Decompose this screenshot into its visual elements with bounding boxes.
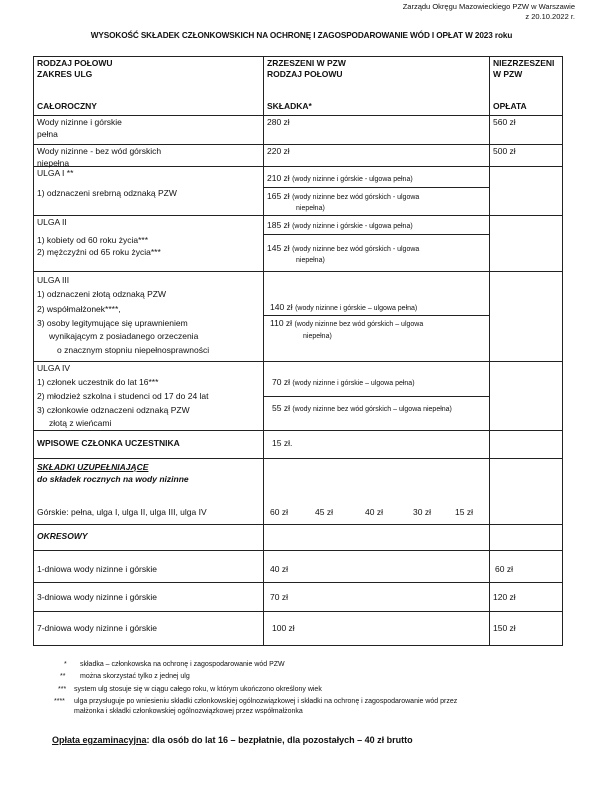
col1-header: RODZAJ POŁOWU <box>37 58 113 68</box>
ulga3-item3-cont2: o znacznym stopniu niepełnosprawności <box>57 345 210 355</box>
uzupelniajace-title: SKŁADKI UZUPEŁNIAJĄCE <box>37 462 149 472</box>
row-gorskie-sublabel: pełna <box>37 129 58 139</box>
ulga4-item3: 3) członkowie odznaczeni odznaką PZW <box>37 405 190 415</box>
date-text: z 20.10.2022 r. <box>525 12 575 21</box>
ulga3-full-fee: 140 zł (wody nizinne i górskie – ulgowa pełna) <box>270 302 418 312</box>
col3-header: NIEZRZESZENI <box>493 58 555 68</box>
okresowy-label: OKRESOWY <box>37 531 88 541</box>
issuer-text: Zarządu Okręgu Mazowieckiego PZW w Warszawie <box>402 2 575 11</box>
gorskie-uzup-fee-1: 60 zł <box>270 507 288 517</box>
exam-fee-text: : dla osób do lat 16 – bezpłatnie, dla pozostałych – 40 zł brutto <box>146 735 413 745</box>
footnote-2: można skorzystać tylko z jednej ulg <box>80 673 190 680</box>
gorskie-uzup-fee-2: 45 zł <box>315 507 333 517</box>
ulga3-item1: 1) odznaczeni złotą odznaką PZW <box>37 289 166 299</box>
footnote-4-mark: **** <box>54 698 65 705</box>
d1-label: 1-dniowa wody nizinne i górskie <box>37 564 158 574</box>
ulga2-item1: 1) kobiety od 60 roku życia*** <box>37 235 149 245</box>
ulga1-title: ULGA I ** <box>37 168 74 178</box>
ulga4-item1: 1) członek uczestnik do lat 16*** <box>37 377 159 387</box>
col3-subheader: W PZW <box>493 69 523 79</box>
gorskie-uzup-label: Górskie: pełna, ulga I, ulga II, ulga III, ulga IV <box>37 507 207 517</box>
d7-label: 7-dniowa wody nizinne i górskie <box>37 623 158 633</box>
col2-subheader: RODZAJ POŁOWU <box>267 69 343 79</box>
uzupelniajace-subtitle: do składek rocznych na wody nizinne <box>37 474 189 484</box>
gorskie-uzup-fee-3: 40 zł <box>365 507 383 517</box>
row-nizinne-label: Wody nizinne - bez wód górskich <box>37 146 162 156</box>
ulga4-partial-fee: 55 zł (wody nizinne bez wód górskich – ulgowa niepełna) <box>272 403 452 413</box>
ulga4-title: ULGA IV <box>37 363 71 373</box>
gorskie-uzup-fee-4: 30 zł <box>413 507 431 517</box>
page-title: WYSOKOŚĆ SKŁADEK CZŁONKOWSKICH NA OCHRONĘ I ZAGOSPODAROWANIE WÓD I OPŁAT W 2023 roku <box>90 31 513 40</box>
skladka-label: SKŁADKA* <box>267 101 312 111</box>
ulga4-item3-cont: złotą z wieńcami <box>49 418 112 428</box>
gorskie-uzup-fee-5: 15 zł <box>455 507 473 517</box>
footnote-3: system ulg stosuje się w ciągu całego roku, w którym ukończono określony wiek <box>74 686 322 693</box>
footnote-4: ulga przysługuje po wniesieniu składki członkowskiej ogólnozwiązkowej i składki na ochronę i zagospodarowanie wód przez <box>74 698 458 705</box>
d1-oplata: 60 zł <box>495 564 513 574</box>
footnote-3-mark: *** <box>58 686 67 693</box>
d1-fee: 40 zł <box>270 564 288 574</box>
ulga4-full-fee: 70 zł (wody nizinne i górskie – ulgowa pełna) <box>272 377 415 387</box>
row-nizinne-oplata: 500 zł <box>493 146 516 156</box>
caloroczny-label: CAŁOROCZNY <box>37 101 97 111</box>
ulga2-item2: 2) mężczyźni od 65 roku życia*** <box>37 247 161 257</box>
ulga2-partial-note: niepełna) <box>296 257 325 264</box>
exam-fee-label: Opłata egzaminacyjna <box>52 735 147 745</box>
row-nizinne-sublabel: niepełna <box>37 158 70 168</box>
row-gorskie-oplata: 560 zł <box>493 117 516 127</box>
d7-oplata: 150 zł <box>493 623 516 633</box>
footnote-1-mark: * <box>64 661 67 668</box>
ulga3-partial-fee: 110 zł (wody nizinne bez wód górskich – ulgowa <box>270 318 424 328</box>
row-gorskie-fee: 280 zł <box>267 117 290 127</box>
ulga1-full-fee: 210 zł (wody nizinne i górskie - ulgowa pełna) <box>267 173 413 183</box>
footnote-1: składka – członkowska na ochronę i zagospodarowanie wód PZW <box>80 661 285 668</box>
oplata-label: OPŁATA <box>493 101 527 111</box>
footnote-2-mark: ** <box>60 673 66 680</box>
row-gorskie-label: Wody nizinne i górskie <box>37 117 122 127</box>
d3-fee: 70 zł <box>270 592 288 602</box>
footnote-4-cont: małżonka i składki członkowskiej ogólnozwiązkowej przez współmałżonka <box>74 708 303 715</box>
d3-label: 3-dniowa wody nizinne i górskie <box>37 592 158 602</box>
ulga1-partial-fee: 165 zł (wody nizinne bez wód górskich - ulgowa <box>267 191 420 201</box>
wpisowe-fee: 15 zł. <box>272 438 293 448</box>
row-nizinne-fee: 220 zł <box>267 146 290 156</box>
wpisowe-label: WPISOWE CZŁONKA UCZESTNIKA <box>37 438 180 448</box>
ulga3-item3: 3) osoby legitymujące się uprawnieniem <box>37 318 188 328</box>
document-header <box>403 2 575 22</box>
ulga3-item2: 2) współmałżonek****, <box>37 304 121 314</box>
col1-subheader: ZAKRES ULG <box>37 69 93 79</box>
ulga2-partial-fee: 145 zł (wody nizinne bez wód górskich - ulgowa <box>267 243 420 253</box>
ulga1-item: 1) odznaczeni srebrną odznaką PZW <box>37 188 177 198</box>
ulga4-item2: 2) młodzież szkolna i studenci od 17 do 24 lat <box>37 391 209 401</box>
ulga3-item3-cont: wynikającym z posiadanego orzeczenia <box>49 331 199 341</box>
ulga3-title: ULGA III <box>37 275 70 285</box>
col2-header: ZRZESZENI W PZW <box>267 58 346 68</box>
ulga2-title: ULGA II <box>37 217 67 227</box>
ulga1-partial-note: niepełna) <box>296 205 325 212</box>
exam-fee-note <box>52 735 413 746</box>
ulga2-full-fee: 185 zł (wody nizinne i górskie - ulgowa pełna) <box>267 220 413 230</box>
d7-fee: 100 zł <box>272 623 295 633</box>
d3-oplata: 120 zł <box>493 592 516 602</box>
ulga3-partial-note: niepełna) <box>303 333 332 340</box>
